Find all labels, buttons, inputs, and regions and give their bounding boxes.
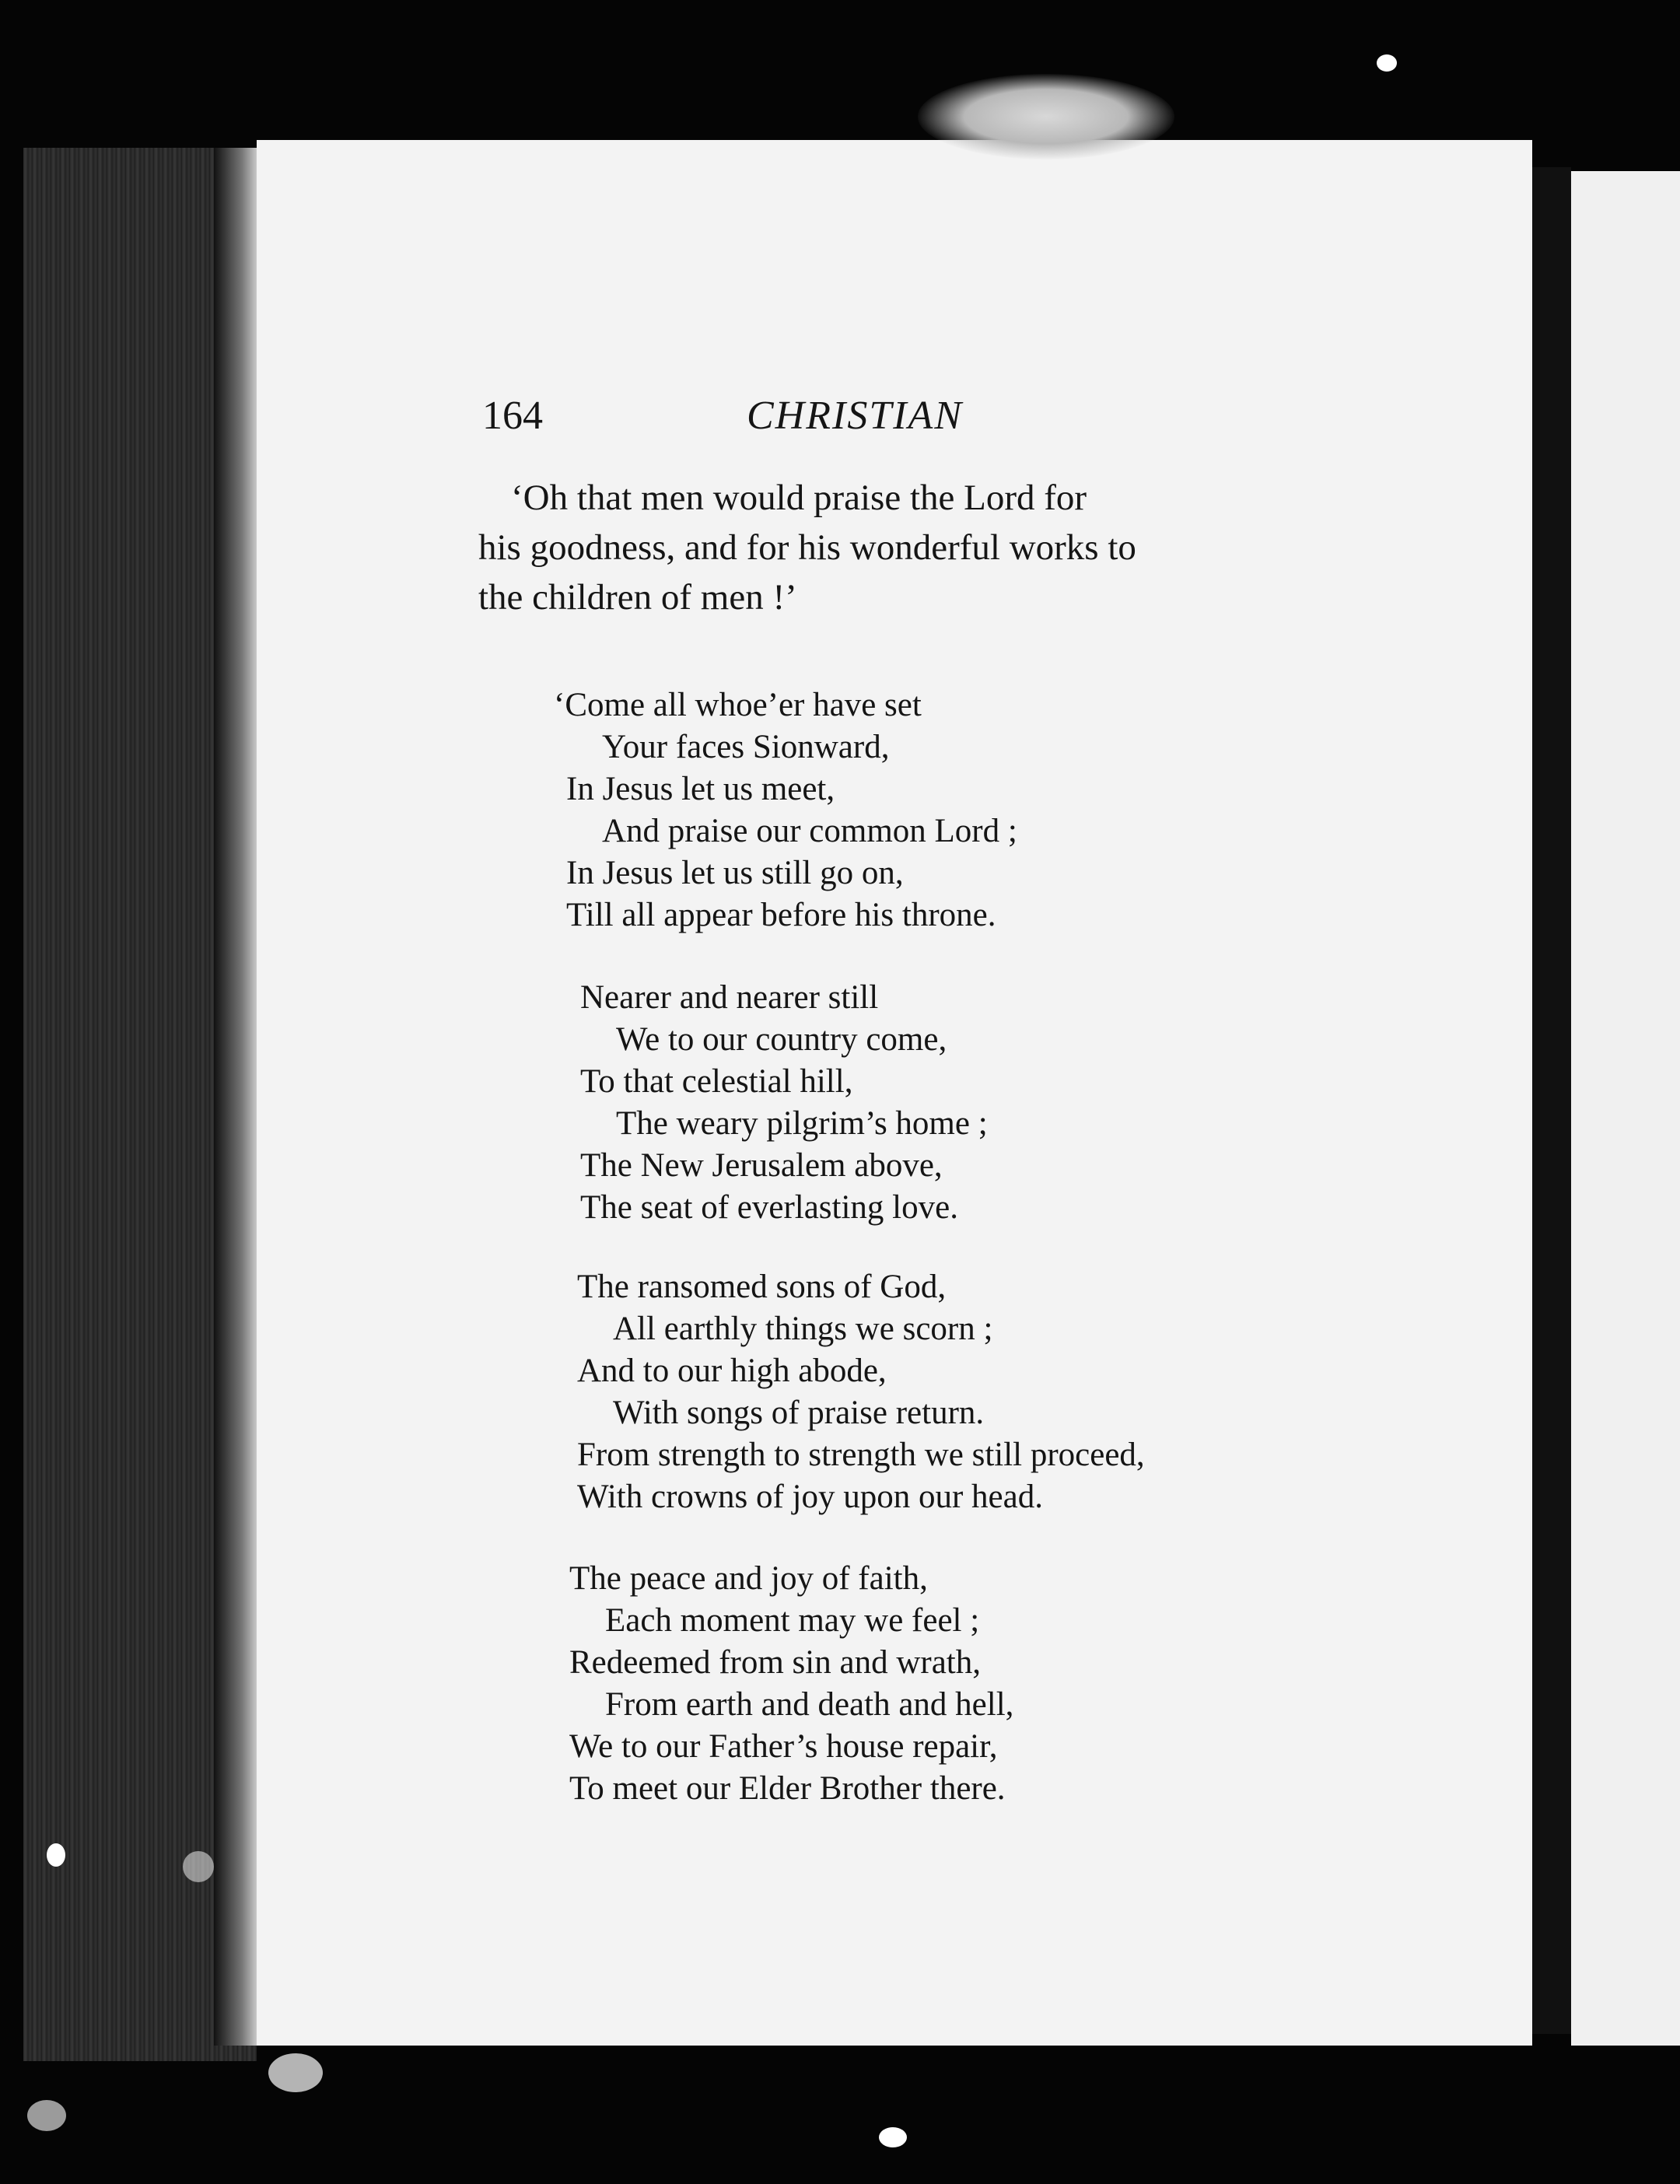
stanza-line: Your faces Sionward, <box>602 729 890 765</box>
stanza-line: In Jesus let us meet, <box>566 771 835 807</box>
stanza-line: Each moment may we feel ; <box>605 1602 980 1639</box>
hymn-stanza <box>554 684 1017 936</box>
intro-line: his goodness, and for his wonderful works to <box>478 527 1136 568</box>
scan-speck <box>183 1851 214 1882</box>
stanza-line: ‘Come all whoe’er have set <box>554 687 922 723</box>
stanza-line: And to our high abode, <box>577 1353 887 1389</box>
stanza-line: In Jesus let us still go on, <box>566 855 904 891</box>
facing-page-edge <box>1571 171 1680 2046</box>
stanza-line: With songs of praise return. <box>613 1395 985 1431</box>
scan-speck <box>27 2100 66 2131</box>
stanza-line: Redeemed from sin and wrath, <box>569 1644 981 1681</box>
stanza-line: The peace and joy of faith, <box>569 1560 928 1597</box>
scan-speck <box>268 2053 323 2092</box>
stanza-line: The weary pilgrim’s home ; <box>616 1105 988 1142</box>
page-header <box>482 393 1338 455</box>
stanza-line: And praise our common Lord ; <box>602 813 1017 849</box>
stanza-line: Nearer and nearer still <box>580 979 879 1016</box>
intro-line: ‘Oh that men would praise the Lord for <box>511 478 1087 518</box>
scan-speck <box>47 1843 65 1867</box>
stanza-line: The ransomed sons of God, <box>577 1269 947 1305</box>
scan-speck <box>1377 54 1397 72</box>
stanza-line: The seat of everlasting love. <box>580 1189 958 1226</box>
stanza-line: The New Jerusalem above, <box>580 1147 943 1184</box>
stanza-line: With crowns of joy upon our head. <box>577 1479 1043 1515</box>
stanza-line: From strength to strength we still proceed, <box>577 1437 1145 1473</box>
running-title: CHRISTIAN <box>747 394 963 438</box>
intro-quotation <box>478 473 1279 622</box>
stanza-line: We to our Father’s house repair, <box>569 1728 998 1765</box>
stanza-line: We to our country come, <box>616 1021 947 1058</box>
stanza-line: All earthly things we scorn ; <box>613 1311 993 1347</box>
page-gutter <box>1532 167 1571 2034</box>
hymn-stanza <box>569 1558 1013 1810</box>
stanza-line: From earth and death and hell, <box>605 1686 1014 1723</box>
hymn-stanza <box>580 977 988 1229</box>
stanza-line: To that celestial hill, <box>580 1063 853 1100</box>
stanza-line: Till all appear before his throne. <box>566 897 996 933</box>
intro-line: the children of men !’ <box>478 577 797 618</box>
scan-speck <box>879 2127 907 2147</box>
page-edge-shadow <box>214 148 261 2046</box>
page-stain <box>918 74 1174 159</box>
stanza-line: To meet our Elder Brother there. <box>569 1770 1006 1807</box>
hymn-stanza <box>577 1266 1145 1518</box>
page-number: 164 <box>482 394 543 438</box>
